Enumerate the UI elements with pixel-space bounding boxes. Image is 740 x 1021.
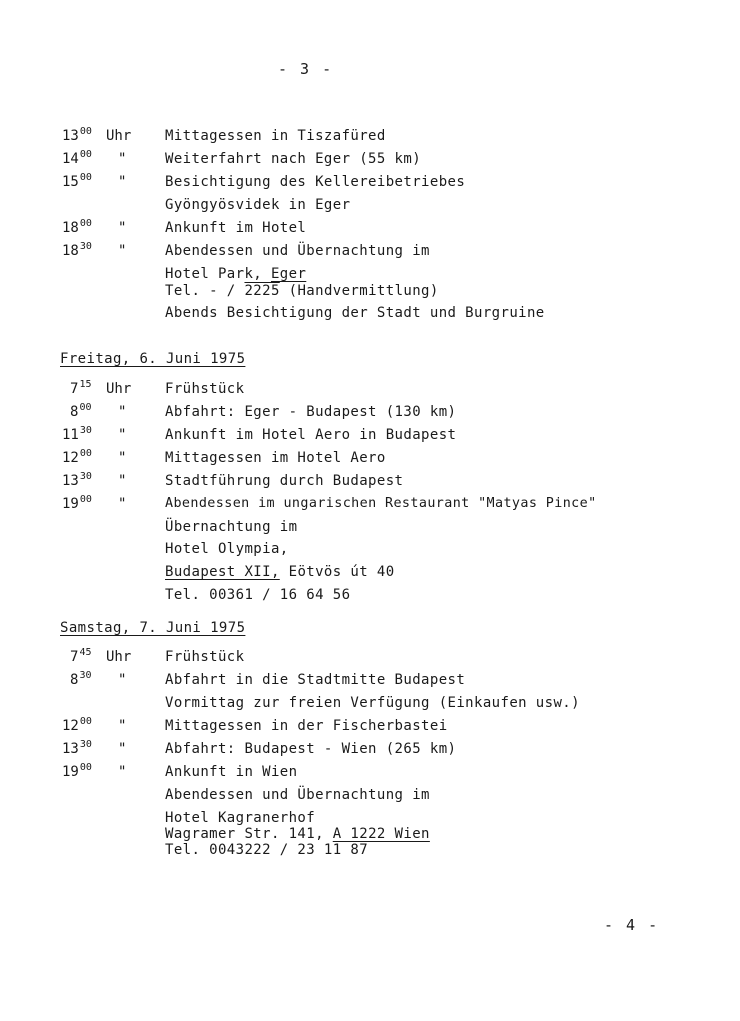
time-unit: " — [118, 496, 127, 512]
time-unit: " — [118, 473, 127, 489]
activity-text: Frühstück — [165, 649, 245, 665]
day-heading: Freitag, 6. Juni 1975 — [60, 351, 246, 367]
activity-text: Mittagessen im Hotel Aero — [165, 450, 386, 466]
time: $13^{30}$ — [62, 471, 92, 489]
time: $7^{45}$ — [70, 647, 92, 665]
activity-text: Abfahrt in die Stadtmitte Budapest — [165, 672, 466, 688]
page-number-header: - 3 - — [278, 60, 334, 78]
activity-text: Ankunft im Hotel Aero in Budapest — [165, 427, 457, 443]
time-unit: " — [118, 243, 127, 259]
time: $12^{00}$ — [62, 448, 92, 466]
time: $19^{00}$ — [62, 762, 92, 780]
hotel-phone: Tel. - / 2225 (Handvermittlung) — [165, 283, 439, 299]
hotel-name: Hotel Park, Eger — [165, 266, 307, 282]
time-unit: " — [118, 151, 127, 167]
activity-text: Weiterfahrt nach Eger (55 km) — [165, 151, 422, 167]
time-unit: " — [118, 450, 127, 466]
time: $14^{00}$ — [62, 149, 92, 167]
day-heading: Samstag, 7. Juni 1975 — [60, 620, 246, 636]
time: $11^{30}$ — [62, 425, 92, 443]
time: $7^{15}$ — [70, 379, 92, 397]
hotel-address: Wagramer Str. 141, A 1222 Wien — [165, 826, 430, 842]
activity-continuation: Übernachtung im — [165, 519, 298, 535]
time-unit: " — [118, 220, 127, 236]
time-unit: Uhr — [106, 649, 132, 665]
activity-text: Mittagessen in der Fischerbastei — [165, 718, 448, 734]
activity-continuation: Abendessen und Übernachtung im — [165, 787, 430, 803]
time: $13^{00}$ — [62, 126, 92, 144]
activity-continuation: Vormittag zur freien Verfügung (Einkaufen usw.) — [165, 695, 580, 711]
time: $8^{00}$ — [70, 402, 92, 420]
time: $15^{00}$ — [62, 172, 92, 190]
activity-continuation: Gyöngyösvidek in Eger — [165, 197, 351, 213]
activity-text: Abfahrt: Budapest - Wien (265 km) — [165, 741, 457, 757]
time: $8^{30}$ — [70, 670, 92, 688]
activity-text: Frühstück — [165, 381, 245, 397]
activity-continuation: Abends Besichtigung der Stadt und Burgruine — [165, 305, 545, 321]
activity-text: Mittagessen in Tiszafüred — [165, 128, 386, 144]
time-unit: " — [118, 741, 127, 757]
time-unit: " — [118, 404, 127, 420]
time: $18^{00}$ — [62, 218, 92, 236]
activity-text: Ankunft in Wien — [165, 764, 298, 780]
activity-text: Ankunft im Hotel — [165, 220, 307, 236]
hotel-phone: Tel. 00361 / 16 64 56 — [165, 587, 351, 603]
hotel-name: Hotel Kagranerhof — [165, 810, 316, 826]
time-unit: Uhr — [106, 128, 132, 144]
time-unit: " — [118, 764, 127, 780]
activity-text: Abendessen und Übernachtung im — [165, 243, 430, 259]
time: $18^{30}$ — [62, 241, 92, 259]
time-unit: " — [118, 718, 127, 734]
hotel-name: Hotel Olympia, — [165, 541, 289, 557]
activity-text: Besichtigung des Kellereibetriebes — [165, 174, 466, 190]
time: $19^{00}$ — [62, 494, 92, 512]
time-unit: " — [118, 174, 127, 190]
time: $12^{00}$ — [62, 716, 92, 734]
time: $13^{30}$ — [62, 739, 92, 757]
page-number-footer: - 4 - — [604, 916, 660, 934]
activity-text: Stadtführung durch Budapest — [165, 473, 404, 489]
hotel-phone: Tel. 0043222 / 23 11 87 — [165, 842, 369, 858]
activity-text: Abendessen im ungarischen Restaurant "Matyas Pince" — [165, 496, 597, 511]
activity-text: Abfahrt: Eger - Budapest (130 km) — [165, 404, 457, 420]
hotel-address: Budapest XII, Eötvös út 40 — [165, 564, 395, 580]
time-unit: Uhr — [106, 381, 132, 397]
time-unit: " — [118, 427, 127, 443]
time-unit: " — [118, 672, 127, 688]
